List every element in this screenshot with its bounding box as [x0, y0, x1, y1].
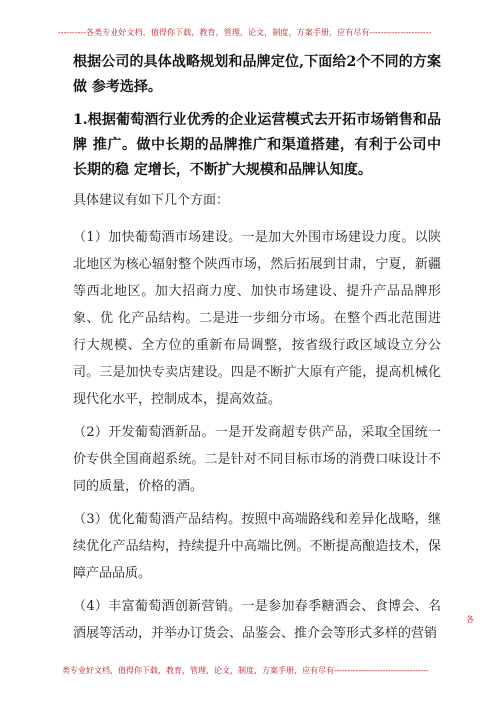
suggestion-4-paragraph: （4）丰富葡萄酒创新营销。一是参加春季糖酒会、食博会、名 酒展等活动，并举办订货会、品鉴会、推介会等形式多样的营销 — [73, 599, 441, 641]
continuation-mark: 各 — [466, 615, 474, 624]
suggestion-1-paragraph: （1）加快葡萄酒市场建设。一是加大外围市场建设力度。以陕 北地区为核心辐射整个陕西市场，然后拓展到甘肃，宁夏，新疆 等西北地区。加大招商力度、加快市场建设、提升产品品牌形象、优 化产品结构。二是进一步细分市场。在整个西北范围进行大规模、全方位的重新布局调整，按省级行政区域设立分公司。三是加快专卖店建设。四是不断扩大原有产能，提高机械化现代化水平，控制成本，提高效益。 — [73, 230, 441, 407]
suggestion-2-paragraph: （2）开发葡萄酒新品。一是开发商超专供产品，采取全国统一 价专供全国商超系统。二是针对不同目标市场的消费口味设计不 同的质量，价格的酒。 — [73, 425, 441, 494]
header-banner: ----------各类专业好文档，值得你下载，教育，管理，论文，制度，方案手册，应有尽有---------------------- — [58, 28, 432, 37]
suggestion-3-paragraph: （3）优化葡萄酒产品结构。按照中高端路线和差异化战略，继 续优化产品结构，持续提升中高端比例。不断提高酿造技术，保 障产品品质。 — [73, 512, 441, 581]
document-body — [73, 50, 441, 653]
plan-one-paragraph: 1.根据葡萄酒行业优秀的企业运营模式去开拓市场销售和品牌 推广。做中长期的品牌推广和渠道搭建，有利于公司中长期的稳 定增长，不断扩大规模和品牌认知度。 — [73, 112, 441, 178]
footer-banner: 类专业好文档，值得你下载，教育，管理，论文，制度，方案手册，应有尽有----------------------------------- — [62, 666, 429, 675]
suggestions-heading: 具体建议有如下几个方面： — [73, 193, 230, 208]
intro-paragraph: 根据公司的具体战略规划和品牌定位,下面给2个不同的方案做 参考选择。 — [73, 54, 441, 95]
